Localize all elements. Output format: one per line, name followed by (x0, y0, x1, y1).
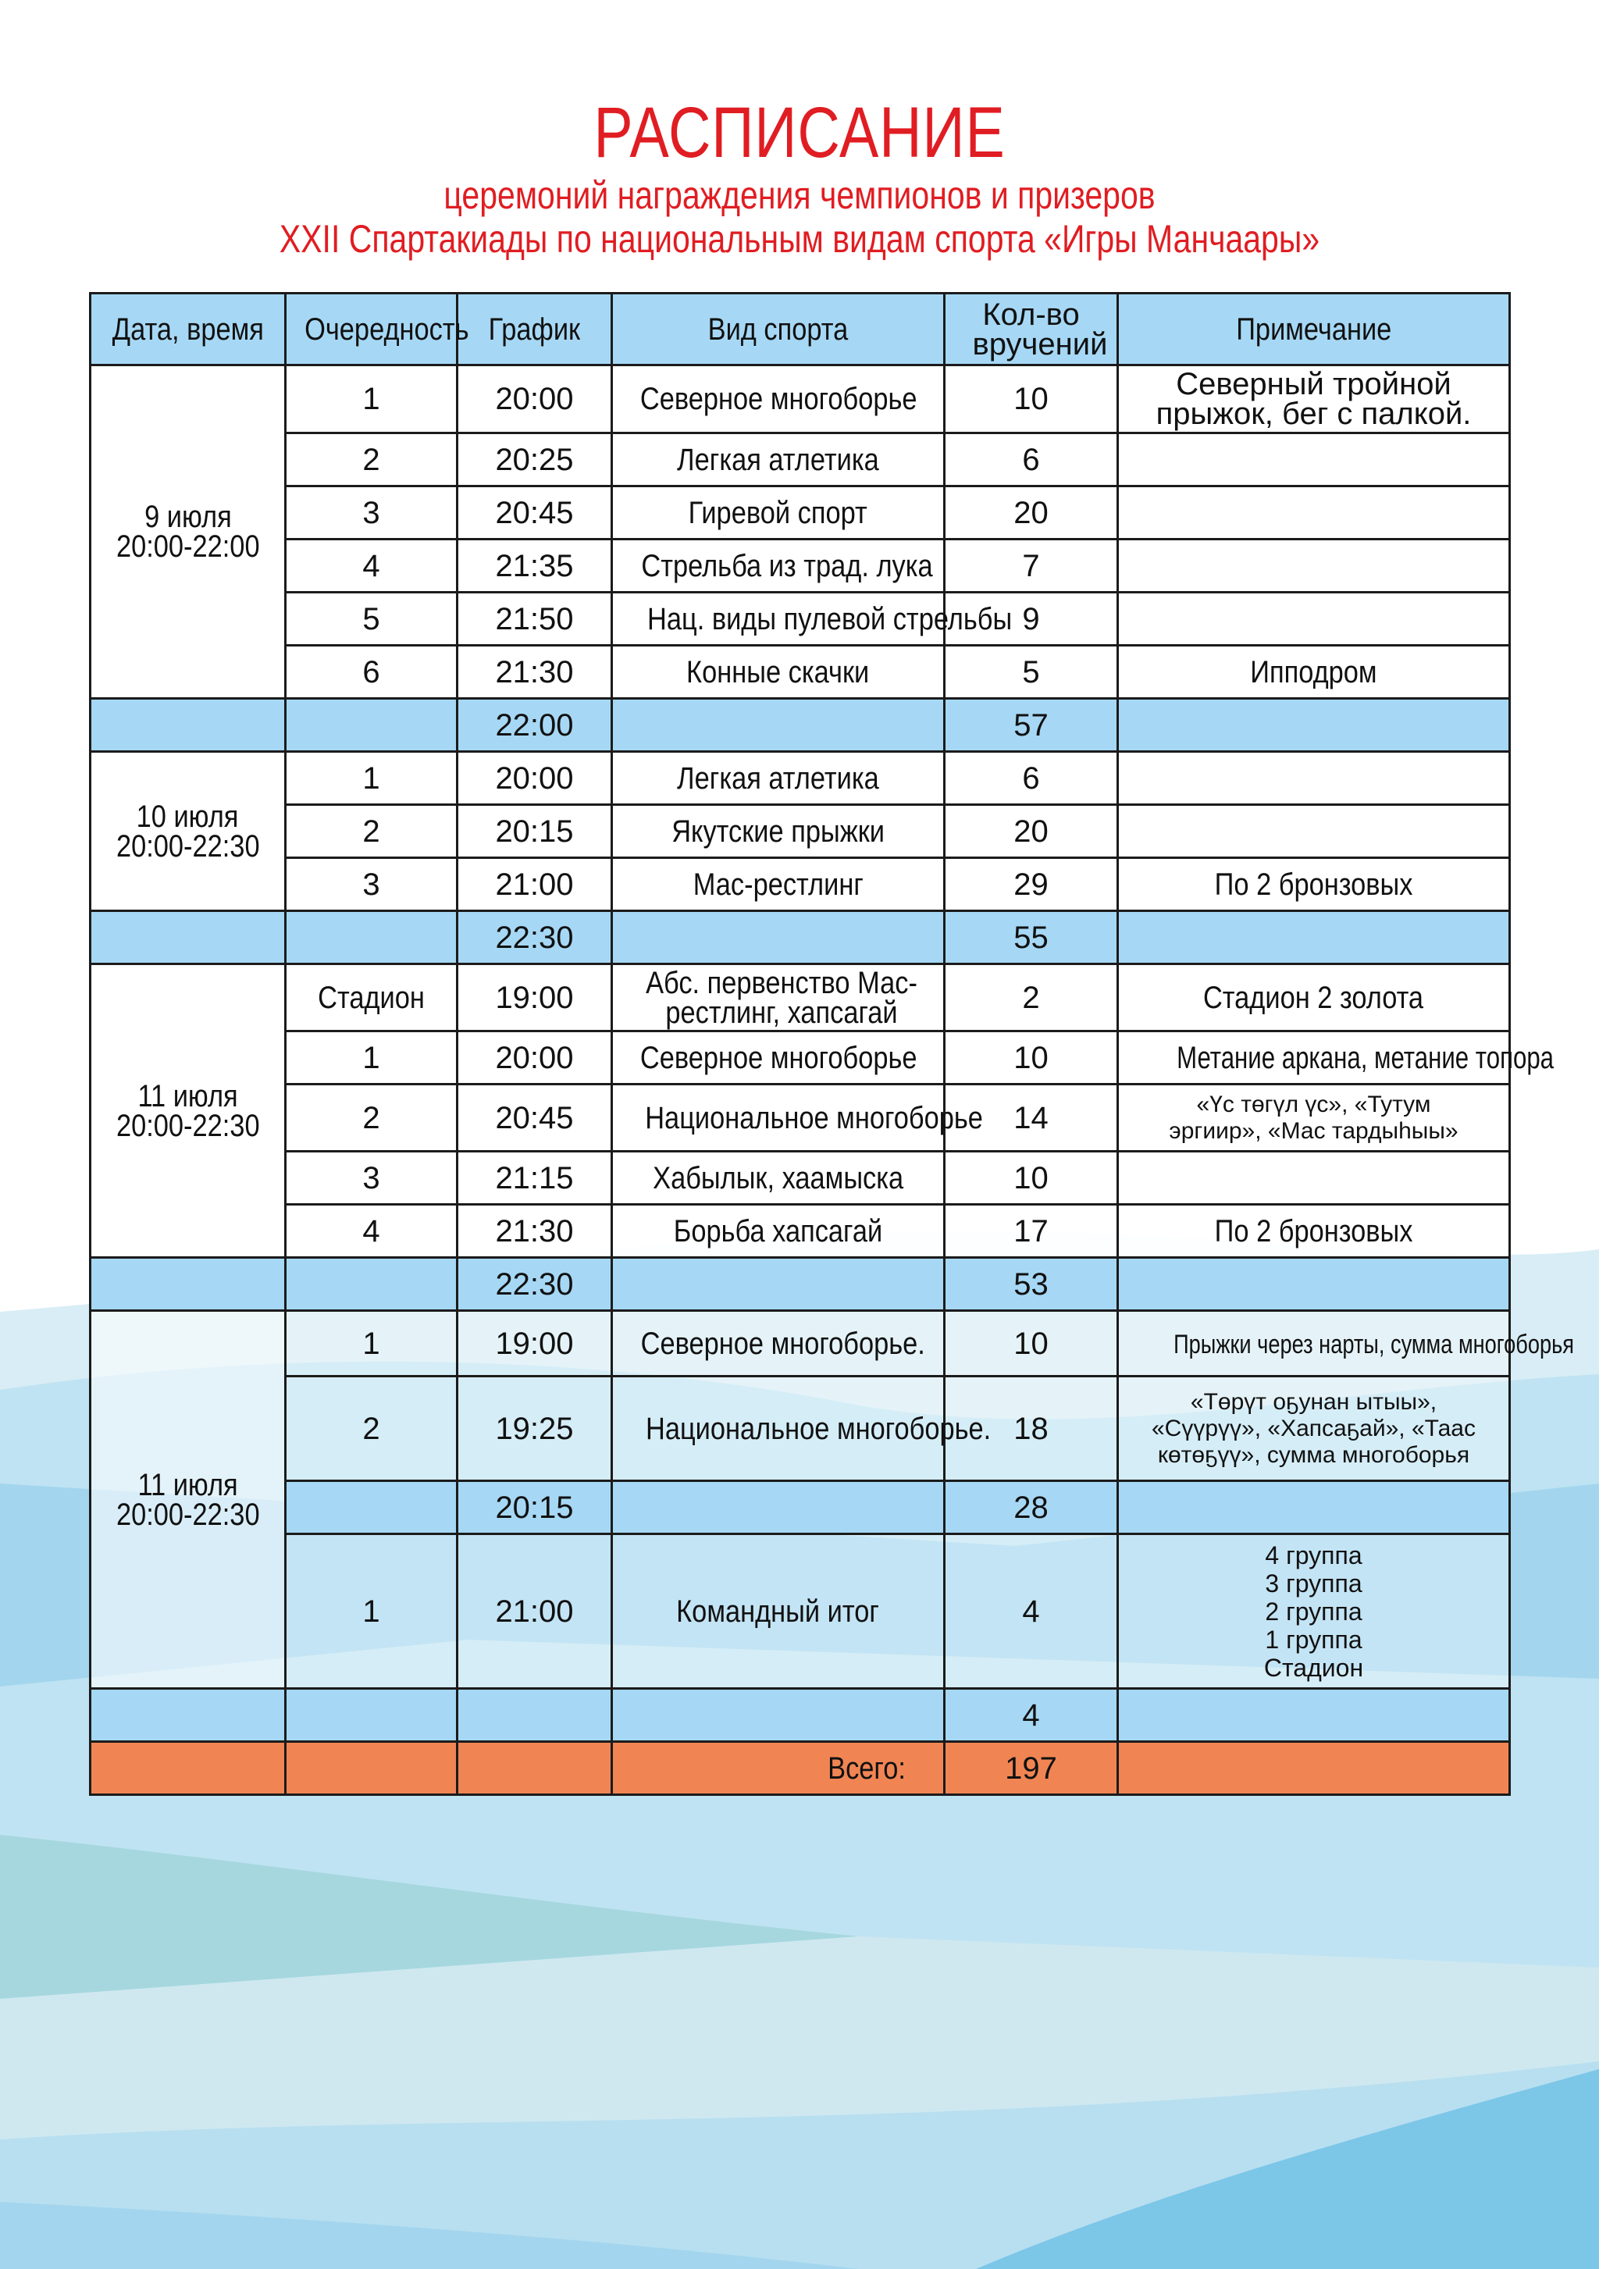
count-cell: 6 (945, 433, 1118, 486)
count-cell: 2 (945, 964, 1118, 1031)
header (0, 92, 1599, 261)
note-cell: 4 группа 3 группа 2 группа 1 группа Стадион (1118, 1534, 1510, 1689)
subtotal-time: 20:15 (458, 1481, 612, 1534)
sport-cell: Национальное многоборье (612, 1085, 945, 1152)
time-cell: 21:00 (458, 858, 612, 911)
time-cell: 20:45 (458, 1085, 612, 1152)
date-cell: 10 июля 20:00-22:30 (91, 752, 286, 911)
page-subtitle-2: XXII Спартакиады по национальным видам спорта «Игры Манчаары» (279, 217, 1320, 261)
time-cell: 20:00 (458, 1031, 612, 1085)
total-label: Всего: (612, 1742, 945, 1795)
time-cell: 21:00 (458, 1534, 612, 1689)
table-row (91, 858, 1510, 911)
note-cell: Северный тройной прыжок, бег с палкой. (1118, 365, 1510, 433)
sport-cell: Командный итог (612, 1534, 945, 1689)
time-cell: 20:25 (458, 433, 612, 486)
subtotal-count: 57 (945, 699, 1118, 752)
note-cell: «Үс төгүл үс», «Тутум эргиир», «Мас тардыһыы» (1118, 1085, 1510, 1152)
order-cell: 2 (286, 1085, 458, 1152)
note-cell: «Төрүт оҕунан ытыы», «Сүүрүү», «Хапсаҕай», «Таас көтөҕүү», сумма многоборья (1118, 1377, 1510, 1481)
page-title: РАСПИСАНИЕ (593, 93, 1006, 173)
order-cell: 4 (286, 1205, 458, 1258)
order-cell: Стадион (286, 964, 458, 1031)
subtotal-row (91, 1481, 1510, 1534)
subtotal-time: 22:00 (458, 699, 612, 752)
note-cell (1118, 433, 1510, 486)
table-row (91, 1205, 1510, 1258)
note-cell (1118, 593, 1510, 646)
col-header-order: Очередность (286, 294, 458, 365)
sport-cell: Национальное многоборье. (612, 1377, 945, 1481)
note-cell (1118, 486, 1510, 540)
table-row (91, 365, 1510, 433)
subtotal-time: 22:30 (458, 1258, 612, 1311)
count-cell: 4 (945, 1534, 1118, 1689)
count-cell: 10 (945, 365, 1118, 433)
sport-cell: Абс. первенство Мас-рестлинг, хапсагай (612, 964, 945, 1031)
count-cell: 7 (945, 540, 1118, 593)
time-cell: 19:25 (458, 1377, 612, 1481)
col-header-note: Примечание (1118, 294, 1510, 365)
sport-cell: Легкая атлетика (612, 433, 945, 486)
col-header-sport: Вид спорта (612, 294, 945, 365)
time-cell: 19:00 (458, 1311, 612, 1377)
note-cell: По 2 бронзовых (1118, 858, 1510, 911)
table-row (91, 1152, 1510, 1205)
order-cell: 3 (286, 858, 458, 911)
sport-cell: Северное многоборье (612, 365, 945, 433)
order-cell: 2 (286, 805, 458, 858)
order-cell: 3 (286, 1152, 458, 1205)
count-cell: 29 (945, 858, 1118, 911)
order-cell: 1 (286, 1031, 458, 1085)
count-cell: 10 (945, 1152, 1118, 1205)
time-cell: 21:35 (458, 540, 612, 593)
note-cell: Стадион 2 золота (1118, 964, 1510, 1031)
count-cell: 6 (945, 752, 1118, 805)
sport-cell: Северное многоборье. (612, 1311, 945, 1377)
order-cell: 4 (286, 540, 458, 593)
order-cell: 3 (286, 486, 458, 540)
time-cell: 20:00 (458, 752, 612, 805)
table-row (91, 1031, 1510, 1085)
table-header-row (91, 294, 1510, 365)
date-cell: 11 июля 20:00-22:30 (91, 1311, 286, 1689)
col-header-date: Дата, время (91, 294, 286, 365)
order-cell: 1 (286, 1534, 458, 1689)
subtotal-row (91, 911, 1510, 964)
sport-cell: Конные скачки (612, 646, 945, 699)
page-subtitle-1: церемоний награждения чемпионов и призеров (443, 173, 1156, 217)
order-cell: 2 (286, 433, 458, 486)
subtotal-row (91, 1689, 1510, 1742)
sport-cell: Стрельба из трад. лука (612, 540, 945, 593)
count-cell: 10 (945, 1311, 1118, 1377)
sport-cell: Якутские прыжки (612, 805, 945, 858)
count-cell: 20 (945, 486, 1118, 540)
subtotal-count: 53 (945, 1258, 1118, 1311)
order-cell: 2 (286, 1377, 458, 1481)
time-cell: 20:45 (458, 486, 612, 540)
subtotal-count: 28 (945, 1481, 1118, 1534)
sport-cell: Борьба хапсагай (612, 1205, 945, 1258)
note-cell (1118, 805, 1510, 858)
time-cell: 19:00 (458, 964, 612, 1031)
schedule-table (89, 292, 1574, 1796)
table-row (91, 805, 1510, 858)
count-cell: 14 (945, 1085, 1118, 1152)
note-cell: Ипподром (1118, 646, 1510, 699)
time-cell: 21:30 (458, 646, 612, 699)
col-header-count: Кол-во вручений (945, 294, 1118, 365)
count-cell: 9 (945, 593, 1118, 646)
note-cell: По 2 бронзовых (1118, 1205, 1510, 1258)
count-cell: 20 (945, 805, 1118, 858)
time-cell: 21:50 (458, 593, 612, 646)
sport-cell: Мас-рестлинг (612, 858, 945, 911)
note-cell (1118, 540, 1510, 593)
subtotal-time (458, 1689, 612, 1742)
sport-cell: Гиревой спорт (612, 486, 945, 540)
note-cell (1118, 1152, 1510, 1205)
subtotal-row (91, 1258, 1510, 1311)
time-cell: 20:00 (458, 365, 612, 433)
count-cell: 17 (945, 1205, 1118, 1258)
subtotal-count: 55 (945, 911, 1118, 964)
time-cell: 20:15 (458, 805, 612, 858)
date-cell: 11 июля 20:00-22:30 (91, 964, 286, 1258)
col-header-schedule: График (458, 294, 612, 365)
table-row (91, 593, 1510, 646)
table-row (91, 646, 1510, 699)
time-cell: 21:30 (458, 1205, 612, 1258)
table-row (91, 964, 1510, 1031)
total-row (91, 1742, 1510, 1795)
order-cell: 5 (286, 593, 458, 646)
sport-cell: Нац. виды пулевой стрельбы (612, 593, 945, 646)
count-cell: 10 (945, 1031, 1118, 1085)
sport-cell: Легкая атлетика (612, 752, 945, 805)
order-cell: 6 (286, 646, 458, 699)
order-cell: 1 (286, 752, 458, 805)
sport-cell: Хабылык, хаамыска (612, 1152, 945, 1205)
note-cell (1118, 752, 1510, 805)
table-row (91, 1377, 1510, 1481)
table-row (91, 540, 1510, 593)
table-row (91, 433, 1510, 486)
order-cell: 1 (286, 1311, 458, 1377)
table-row (91, 486, 1510, 540)
count-cell: 18 (945, 1377, 1118, 1481)
count-cell: 5 (945, 646, 1118, 699)
subtotal-count: 4 (945, 1689, 1118, 1742)
subtotal-row (91, 699, 1510, 752)
date-cell: 9 июля 20:00-22:00 (91, 365, 286, 699)
table-row (91, 1311, 1510, 1377)
sport-cell: Северное многоборье (612, 1031, 945, 1085)
order-cell: 1 (286, 365, 458, 433)
note-cell: Метание аркана, метание топора (1118, 1031, 1510, 1085)
table-row (91, 1534, 1510, 1689)
table-row (91, 1085, 1510, 1152)
table-row (91, 752, 1510, 805)
total-count: 197 (945, 1742, 1118, 1795)
note-cell: Прыжки через нарты, сумма многоборья (1118, 1311, 1510, 1377)
time-cell: 21:15 (458, 1152, 612, 1205)
subtotal-time: 22:30 (458, 911, 612, 964)
